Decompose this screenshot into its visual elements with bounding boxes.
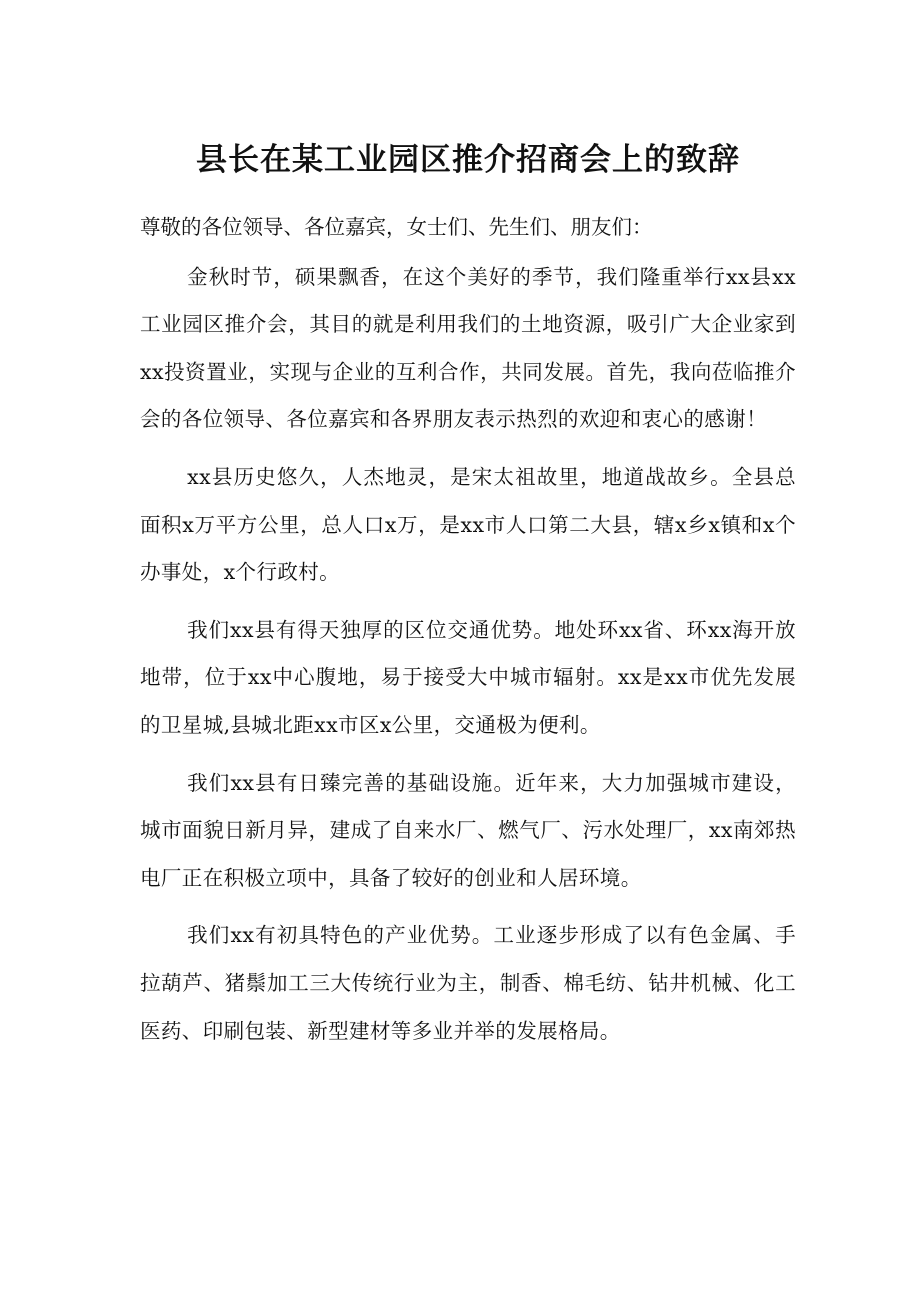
paragraph-transport-advantage: 我们xx县有得天独厚的区位交通优势。地处环xx省、环xx海开放地带，位于xx中心腹地，易于接受大中城市辐射。xx是xx市优先发展的卫星城,县城北距xx市区x公里，交通极为便利。 [140,617,796,737]
paragraph-opening: 金秋时节，硕果飘香，在这个美好的季节，我们隆重举行xx县xx工业园区推介会，其目的就是利用我们的土地资源，吸引广大企业家到xx投资置业，实现与企业的互利合作，共同发展。首先，我向莅临推介会的各位领导、各位嘉宾和各界朋友表示热烈的欢迎和衷心的感谢！ [140,264,796,432]
paragraph-industry-advantage: 我们xx有初具特色的产业优势。工业逐步形成了以有色金属、手拉葫芦、猪鬃加工三大传统行业为主，制香、棉毛纺、钻井机械、化工医药、印刷包装、新型建材等多业并举的发展格局。 [140,923,796,1043]
paragraph-county-history: xx县历史悠久，人杰地灵，是宋太祖故里，地道战故乡。全县总面积x万平方公里，总人口x万，是xx市人口第二大县，辖x乡x镇和x个办事处，x个行政村。 [140,464,796,585]
paragraph-infrastructure: 我们xx县有日臻完善的基础设施。近年来，大力加强城市建设，城市面貌日新月异，建成了自来水厂、燃气厂、污水处理厂，xx南郊热电厂正在积极立项中，具备了较好的创业和人居环境。 [140,770,796,890]
document-title: 县长在某工业园区推介招商会上的致辞 [196,142,740,178]
salutation: 尊敬的各位领导、各位嘉宾，女士们、先生们、朋友们： [140,215,653,239]
